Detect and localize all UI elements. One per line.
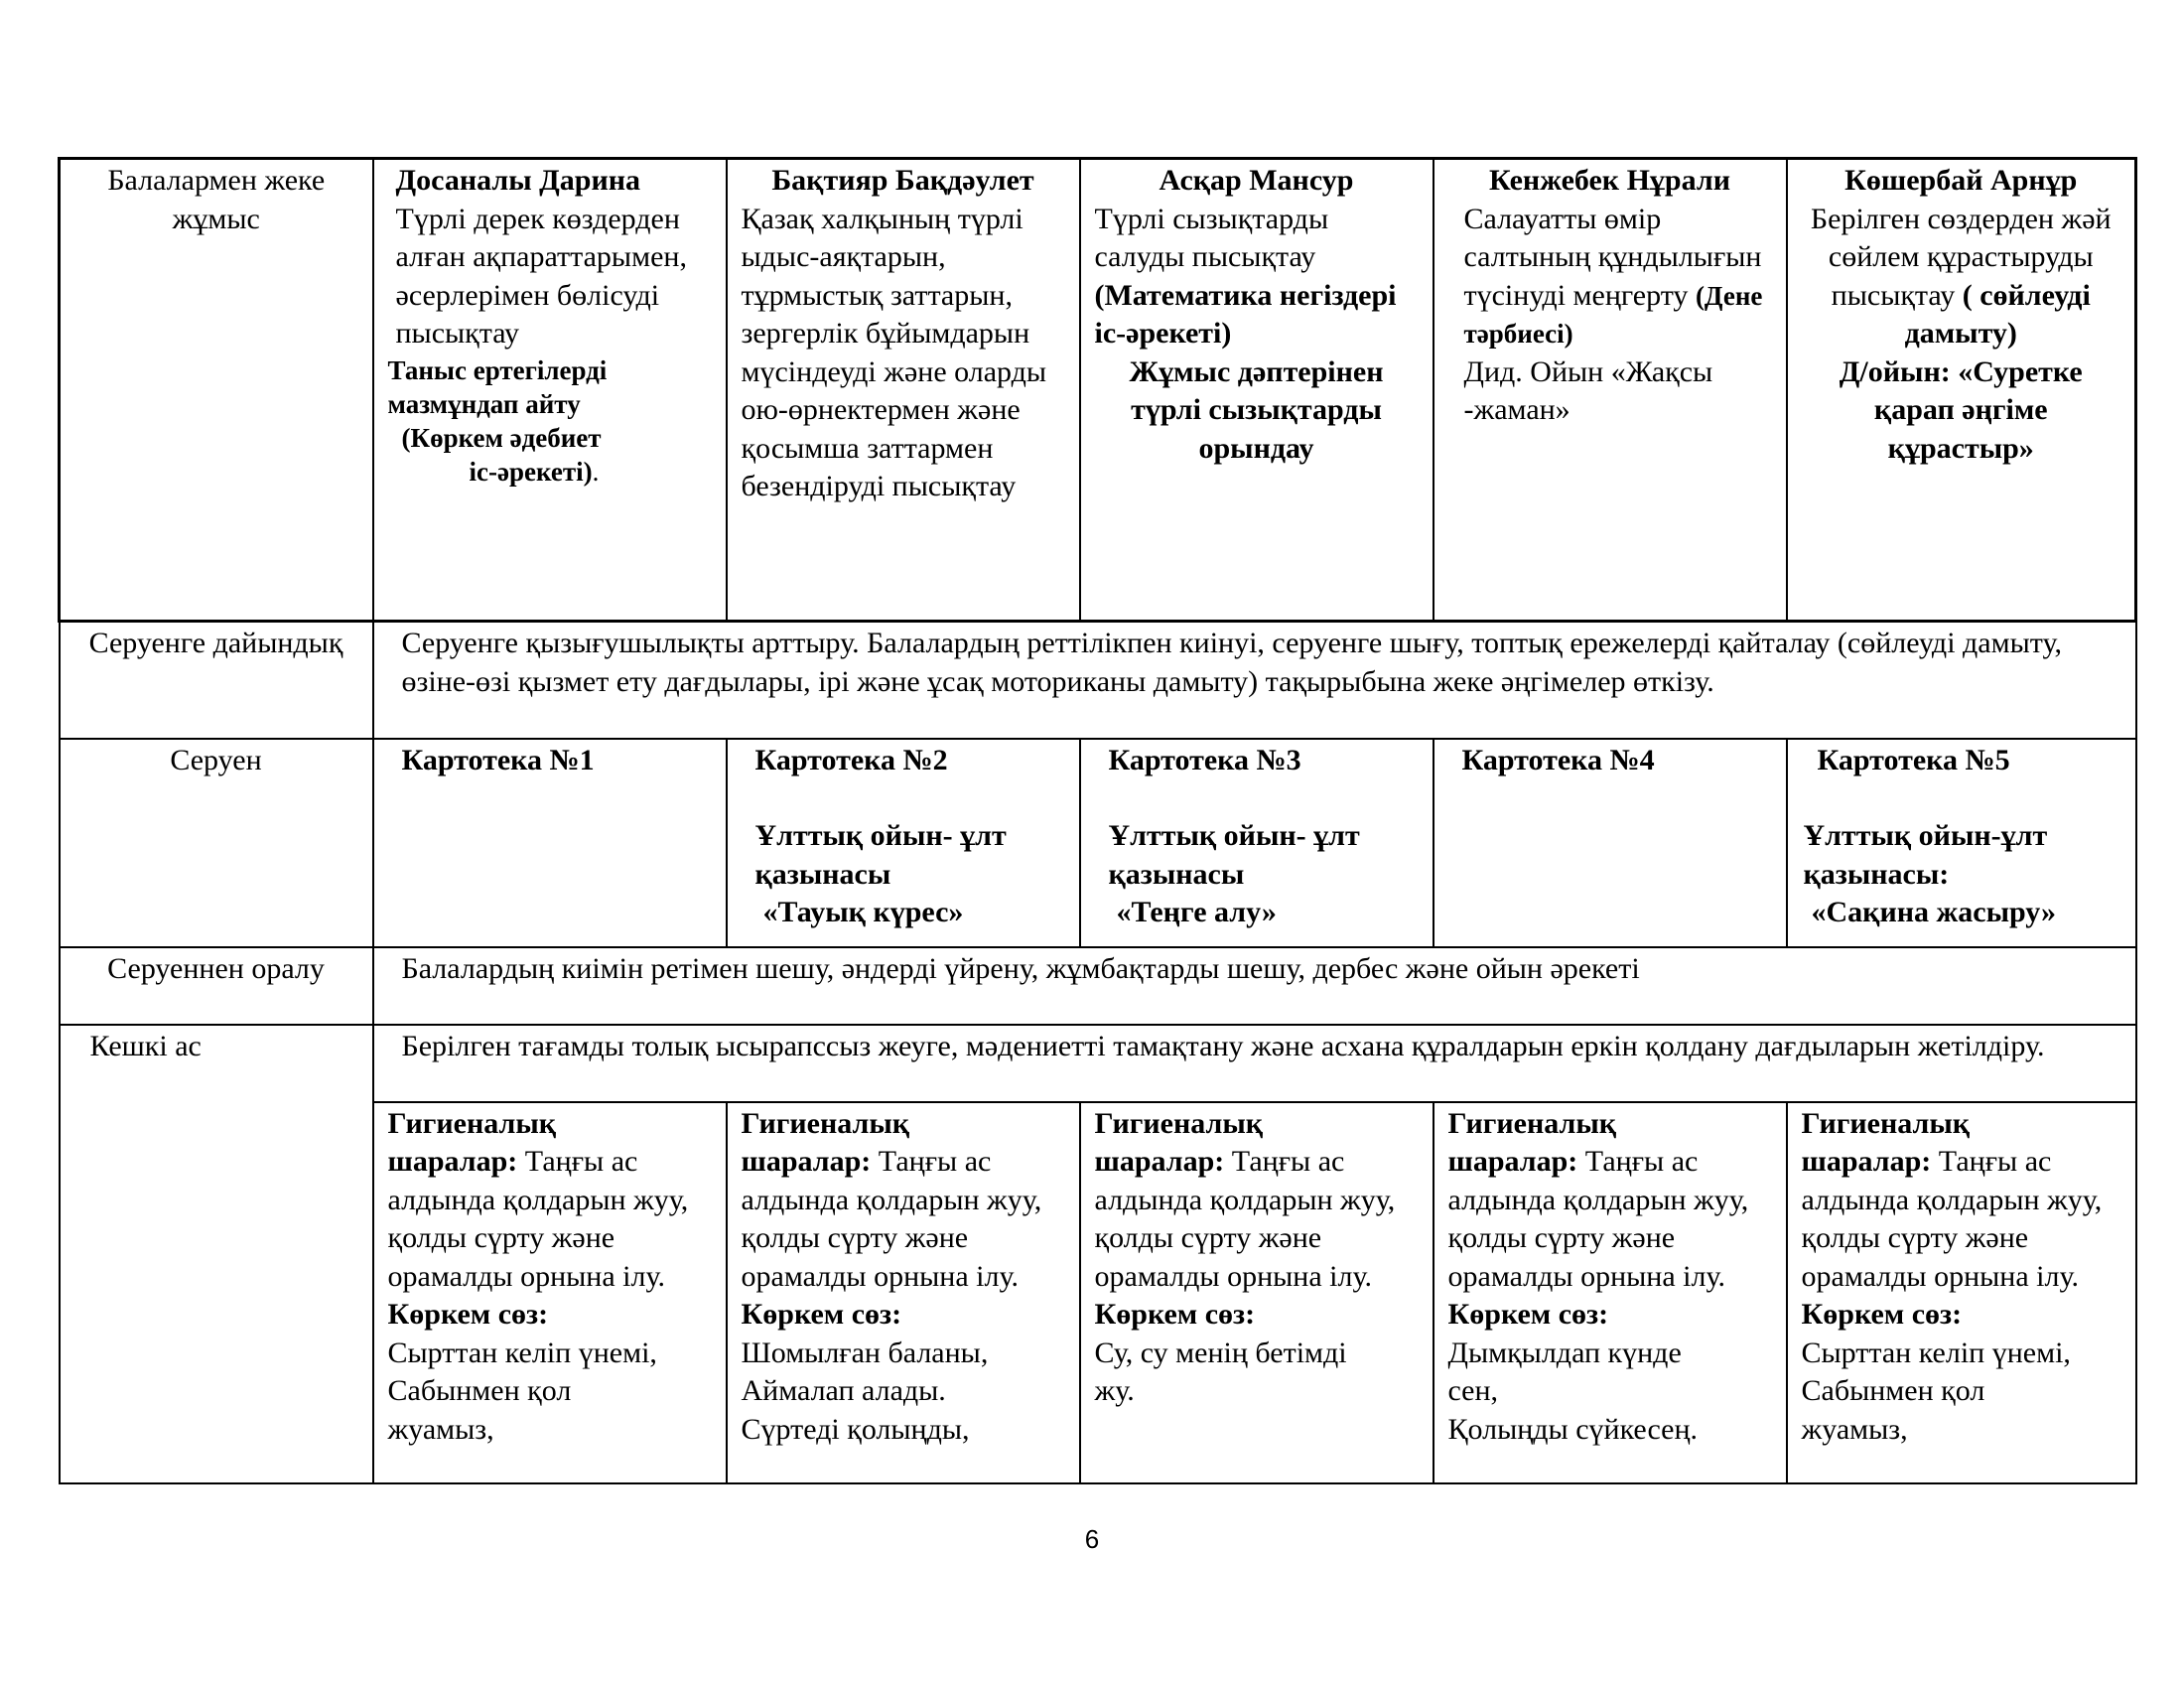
verse-title: Көркем сөз: (741, 1298, 902, 1331)
row-label-walk: Серуен (60, 739, 373, 947)
task-subject: (Дене тәрбиесі) (1463, 280, 1763, 349)
verse-line: жу. (1094, 1374, 1135, 1407)
game-name: «Тауық күрес» (762, 896, 964, 928)
hygiene-subtitle: шаралар: (387, 1145, 518, 1178)
cell-walk-4 (1433, 739, 1787, 947)
child-name: Досаналы Дарина (395, 164, 641, 197)
walk-preparation-text: Серуенге қызығушылықты арттыру. Балалардың реттілікпен киінуі, серуенге шығу, топтық ережелерді қайталау (сөйлеуді дамыту, өзіне-өзі қызмет ету дағдылары, ірі және ұсақ моториканы дамыту) тақырыбына жеке әңгімелер өткізу. (373, 622, 2136, 739)
row-label-individual-work: Балалармен жеке жұмыс (60, 159, 373, 622)
verse-line: Сабынмен қол (1801, 1374, 1985, 1407)
game-line-1: Ұлттық ойын- ұлт (754, 819, 1007, 852)
verse-line: Аймалап алады. (741, 1374, 946, 1407)
hygiene-text: Таңғы ас алдында қолдарын жуу, қолды сүрту және орамалды орнына ілу. (387, 1145, 689, 1293)
hygiene-subtitle: шаралар: (1801, 1145, 1932, 1178)
cell-child-4 (1433, 159, 1787, 622)
task-game: Д/ойын: «Суретке қарап әңгіме құрастыр» (1839, 354, 2083, 465)
card-title: Картотека №1 (401, 743, 595, 776)
verse-line: Сабынмен қол (387, 1374, 572, 1407)
task-text: Түрлі сызықтарды салуды пысықтау (1094, 202, 1329, 273)
hygiene-title: Гигиеналық (387, 1106, 557, 1140)
game-name: «Сақина жасыру» (1811, 896, 2057, 928)
task-subject-end: іс-әрекеті) (469, 456, 593, 487)
game-line-1: Ұлттық ойын- ұлт (1108, 819, 1360, 852)
verse-line: жуамыз, (387, 1412, 494, 1446)
hygiene-subtitle: шаралар: (741, 1145, 872, 1178)
cell-hygiene-3 (1080, 1102, 1433, 1483)
daily-plan-table (58, 157, 2137, 1484)
child-name: Асқар Мансур (1159, 164, 1354, 197)
game-line-2: қазынасы: (1803, 857, 1950, 891)
hygiene-text: Таңғы ас алдында қолдарын жуу, қолды сүрту және орамалды орнына ілу. (1801, 1145, 2103, 1293)
task-game: Дид. Ойын «Жақсы -жаман» (1463, 354, 1713, 426)
return-text: Балалардың киімін ретімен шешу, әндерді үйрену, жұмбақтарды шешу, дербес және ойын әрекеті (373, 947, 2136, 1025)
verse-line: Сырттан келіп үнемі, (387, 1336, 657, 1369)
task-subject-tail: . (592, 456, 600, 487)
row-walk (60, 739, 2136, 947)
task-subject: ( сөйлеуді дамыту) (1904, 278, 2091, 350)
row-dinner (60, 1025, 2136, 1102)
hygiene-title: Гигиеналық (741, 1106, 910, 1140)
cell-walk-3 (1080, 739, 1433, 947)
hygiene-title: Гигиеналық (1801, 1106, 1971, 1140)
verse-line: Шомылған баланы, (741, 1336, 989, 1369)
hygiene-text: Таңғы ас алдында қолдарын жуу, қолды сүрту және орамалды орнына ілу. (1447, 1145, 1749, 1293)
cell-hygiene-1 (373, 1102, 727, 1483)
row-return (60, 947, 2136, 1025)
hygiene-title: Гигиеналық (1447, 1106, 1617, 1140)
hygiene-subtitle: шаралар: (1094, 1145, 1225, 1178)
game-line-2: қазынасы (754, 857, 891, 891)
verse-line: Су, су менің бетімді (1094, 1336, 1347, 1369)
game-line-1: Ұлттық ойын-ұлт (1803, 819, 2048, 852)
task-text: Түрлі дерек көздерден алған ақпараттарымен, әсерлерімен бөлісуді пысықтау (395, 202, 687, 350)
card-title: Картотека №2 (754, 743, 948, 776)
verse-line: Сүртеді қолыңды, (741, 1412, 970, 1446)
row-walk-preparation (60, 622, 2136, 739)
page-number: 6 (1084, 1524, 1100, 1554)
game-name: «Теңге алу» (1116, 896, 1277, 928)
task-text: Қазақ халқының түрлі ыдыс-аяқтарын, тұрмыстық заттарын, зергерлік бұйымдарын мүсіндеуді және оларды ою-өрнектермен және қосымша заттармен безендіруді пысықтау (741, 202, 1047, 502)
cell-walk-1 (373, 739, 727, 947)
row-label-dinner: Кешкі ас (60, 1025, 373, 1483)
task-text: Берілген сөздерден жәй сөйлем құрастыруды пысықтау (1810, 202, 2112, 312)
cell-hygiene-5 (1787, 1102, 2136, 1483)
hygiene-text: Таңғы ас алдында қолдарын жуу, қолды сүрту және орамалды орнына ілу. (741, 1145, 1042, 1293)
verse-title: Көркем сөз: (1447, 1298, 1609, 1331)
hygiene-title: Гигиеналық (1094, 1106, 1264, 1140)
verse-title: Көркем сөз: (387, 1298, 549, 1331)
cell-child-2 (727, 159, 1080, 622)
task-subject: (Көркем әдебиет (401, 422, 602, 453)
verse-line: жуамыз, (1801, 1412, 1908, 1446)
cell-walk-5 (1787, 739, 2136, 947)
cell-child-1 (373, 159, 727, 622)
hygiene-text: Таңғы ас алдында қолдарын жуу, қолды сүрту және орамалды орнына ілу. (1094, 1145, 1396, 1293)
verse-title: Көркем сөз: (1094, 1298, 1256, 1331)
row-label-walk-preparation: Серуенге дайындық (60, 622, 373, 739)
task-activity: Жұмыс дәптерінен түрлі сызықтарды орындау (1129, 354, 1384, 465)
cell-walk-2 (727, 739, 1080, 947)
cell-hygiene-2 (727, 1102, 1080, 1483)
verse-line: Қолыңды сүйкесең. (1447, 1412, 1699, 1446)
hygiene-subtitle: шаралар: (1447, 1145, 1578, 1178)
child-name: Кенжебек Нұрали (1489, 164, 1730, 197)
verse-line: сен, (1447, 1374, 1499, 1407)
cell-hygiene-4 (1433, 1102, 1787, 1483)
task-activity: Таныс ертегілерді мазмұндап айту (387, 354, 608, 419)
verse-line: Дымқылдап күнде (1447, 1336, 1682, 1369)
row-individual-work (60, 159, 2136, 622)
verse-line: Сырттан келіп үнемі, (1801, 1336, 2071, 1369)
cell-child-5 (1787, 159, 2136, 622)
card-title: Картотека №4 (1461, 743, 1655, 776)
dinner-text: Берілген тағамды толық ысырапссыз жеуге, мәдениетті тамақтану және асхана құралдарын еркін қолдану дағдыларын жетілдіру. (373, 1025, 2136, 1102)
child-name: Көшербай Арнұр (1844, 164, 2078, 197)
verse-title: Көркем сөз: (1801, 1298, 1963, 1331)
task-subject: (Математика негіздері іс-әрекеті) (1094, 278, 1397, 350)
cell-child-3 (1080, 159, 1433, 622)
row-label-return: Серуеннен оралу (60, 947, 373, 1025)
card-title: Картотека №5 (1817, 743, 2010, 776)
card-title: Картотека №3 (1108, 743, 1301, 776)
child-name: Бақтияр Бақдәулет (771, 164, 1034, 197)
game-line-2: қазынасы (1108, 857, 1245, 891)
task-text: Салауатты өмір салтының құндылығын түсінуді меңгерту (1463, 202, 1762, 312)
